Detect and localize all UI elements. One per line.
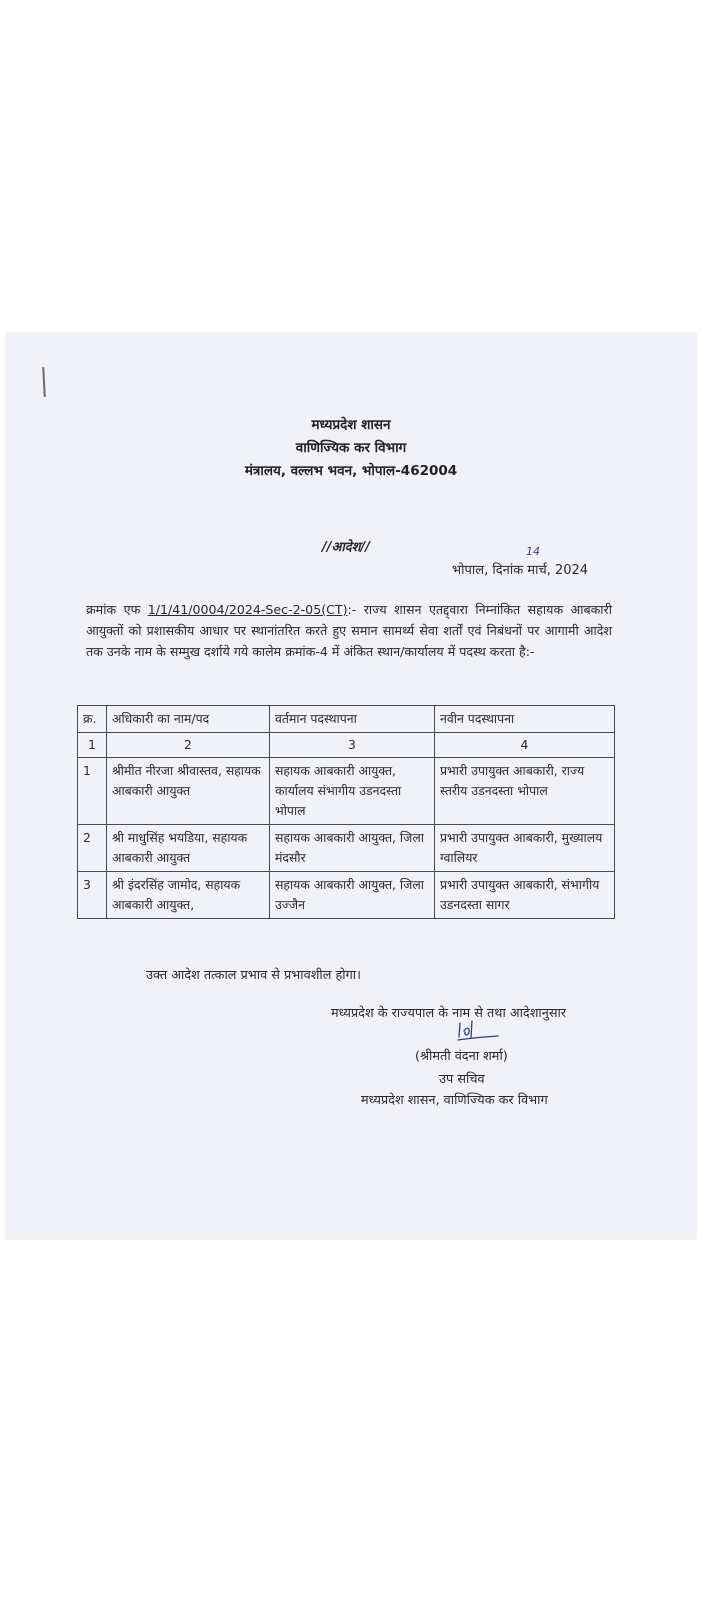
header-current-posting: वर्तमान पदस्थापना <box>270 706 435 733</box>
order-title: //आदेश// <box>322 540 371 555</box>
row-current-posting: सहायक आबकारी आयुक्त, कार्यालय संभागीय उडनदस्ता भोपाल <box>270 758 435 825</box>
handwritten-date: 14 <box>526 545 540 558</box>
signatory-post: उप सचिव <box>439 1072 485 1087</box>
row-serial: 2 <box>78 825 107 872</box>
transfer-table <box>77 705 615 919</box>
row-officer-name: श्रीमीत नीरजा श्रीवास्तव, सहायक आबकारी आयुक्त <box>107 758 270 825</box>
document-page <box>6 333 696 1239</box>
table-row <box>78 872 615 919</box>
handwritten-signature <box>452 1019 502 1045</box>
header-officer-name: अधिकारी का नाम/पद <box>107 706 270 733</box>
header-line-state: मध्यप्रदेश शासन <box>311 417 391 433</box>
row-officer-name: श्री माधुसिंह भयडिया, सहायक आबकारी आयुक्त <box>107 825 270 872</box>
margin-pen-mark <box>42 367 46 397</box>
table-row <box>78 825 615 872</box>
row-new-posting: प्रभारी उपायुक्त आबकारी, संभागीय उडनदस्ता सागर <box>435 872 615 919</box>
row-serial: 1 <box>78 758 107 825</box>
date-line: भोपाल, दिनांक मार्च, 2024 <box>452 563 589 578</box>
header-serial: क्र. <box>78 706 107 733</box>
table-row <box>78 758 615 825</box>
table-column-number-row <box>78 733 615 758</box>
row-current-posting: सहायक आबकारी आयुक्त, जिला मंदसौर <box>270 825 435 872</box>
column-number: 3 <box>270 733 435 758</box>
row-serial: 3 <box>78 872 107 919</box>
table-header-row <box>78 706 615 733</box>
order-reference-number: 1/1/41/0004/2024-Sec-2-05(CT) <box>147 602 348 617</box>
row-new-posting: प्रभारी उपायुक्त आबकारी, राज्य स्तरीय उडनदस्ता भोपाल <box>435 758 615 825</box>
row-new-posting: प्रभारी उपायुक्त आबकारी, मुख्यालय ग्वालियर <box>435 825 615 872</box>
signatory-name: (श्रीमती वंदना शर्मा) <box>415 1049 508 1064</box>
header-line-address: मंत्रालय, वल्लभ भवन, भोपाल-462004 <box>244 463 458 479</box>
order-number-prefix: क्रमांक एफ <box>86 602 148 617</box>
header-line-department: वाणिज्यिक कर विभाग <box>295 440 407 456</box>
signatory-department: मध्यप्रदेश शासन, वाणिज्यिक कर विभाग <box>361 1093 548 1108</box>
column-number: 2 <box>107 733 270 758</box>
header-new-posting: नवीन पदस्थापना <box>435 706 615 733</box>
row-officer-name: श्री इंदरसिंह जामोद, सहायक आबकारी आयुक्त, <box>107 872 270 919</box>
column-number: 4 <box>435 733 615 758</box>
order-body-text: :- राज्य शासन एतद्द्वारा निम्नांकित सहायक आबकारी आयुक्तों को प्रशासकीय आधार पर स्थानांतरित करते हुए समान सामर्थ्य सेवा शर्तों एवं निबंधनों पर आगामी आदेश तक उनके नाम के सम्मुख दर्शाये गये कालेम क्रमांक-4 में अंकित स्थान/कार्यालय में पदस्थ करता है:- <box>86 602 612 659</box>
effect-statement: उक्त आदेश तत्काल प्रभाव से प्रभावशील होगा। <box>146 968 361 983</box>
column-number: 1 <box>78 733 107 758</box>
order-body-paragraph <box>86 599 612 662</box>
row-current-posting: सहायक आबकारी आयुक्त, जिला उज्जैन <box>270 872 435 919</box>
on-behalf-of-governor: मध्यप्रदेश के राज्यपाल के नाम से तथा आदेशानुसार <box>331 1006 567 1021</box>
